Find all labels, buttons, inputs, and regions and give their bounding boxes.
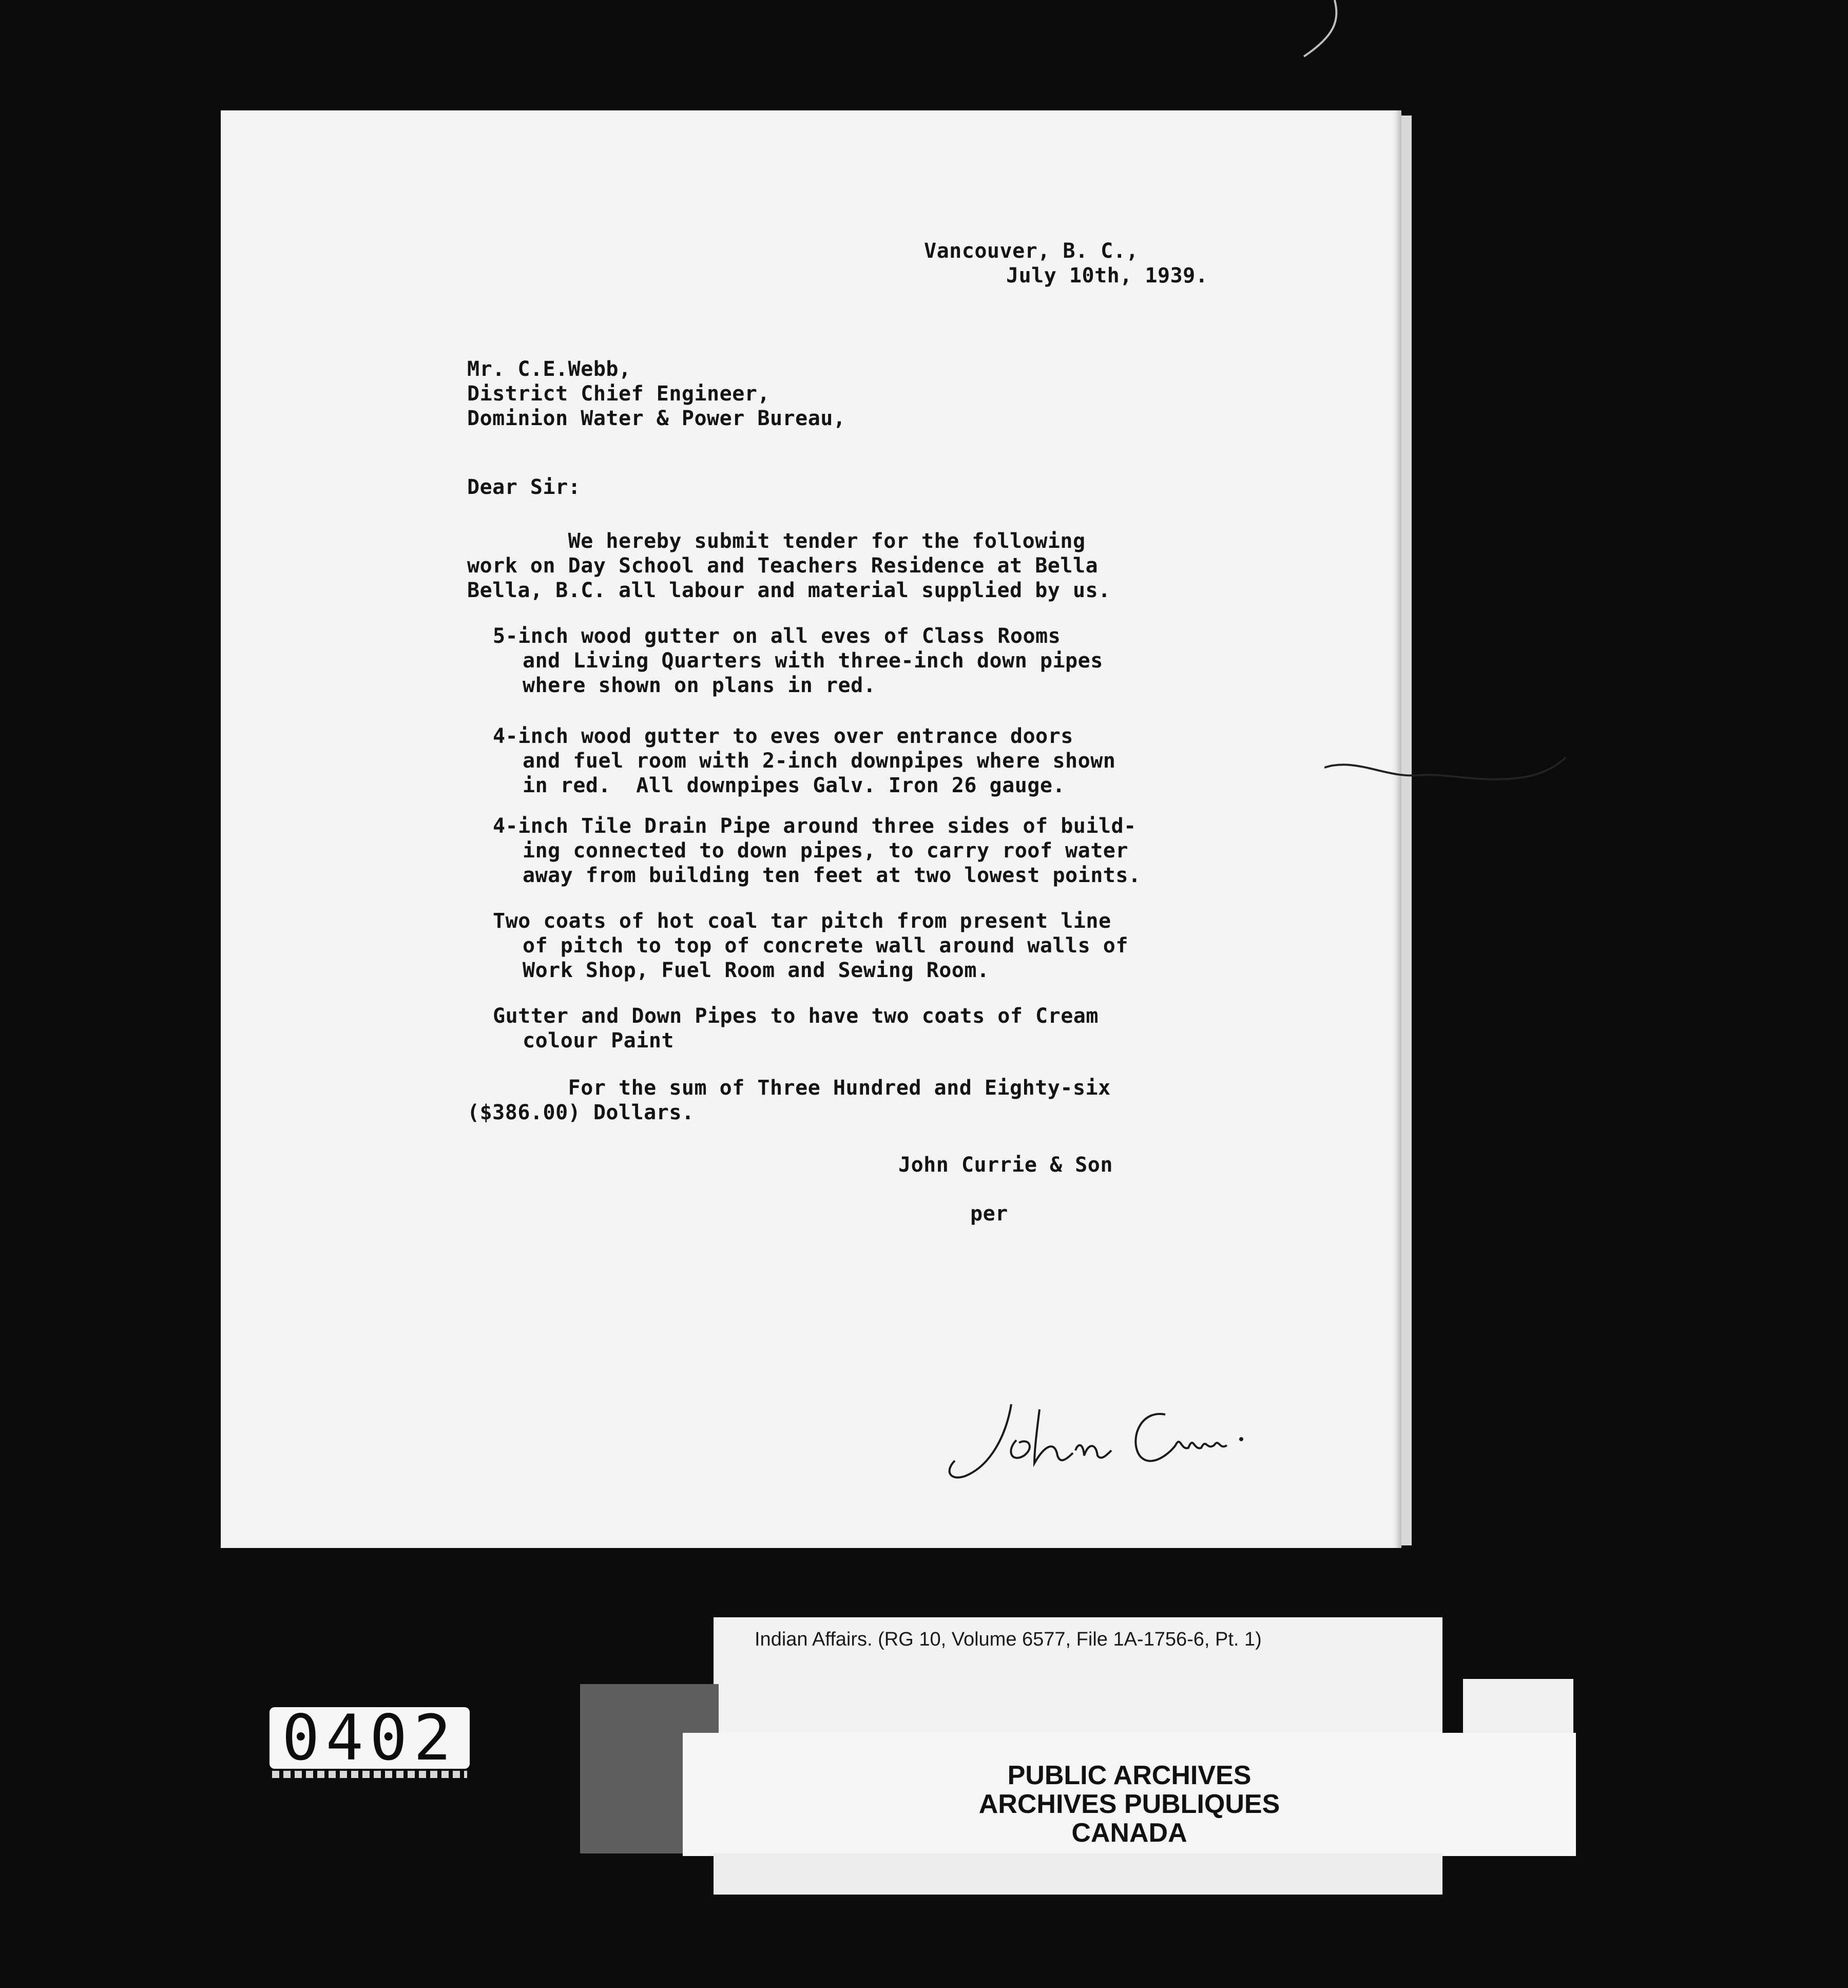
archive-label <box>683 1733 1576 1856</box>
intro-line: work on Day School and Teachers Residence at Bella <box>467 554 1099 578</box>
addressee-name: Mr. C.E.Webb, <box>467 357 631 381</box>
item-line: where shown on plans in red. <box>523 674 876 697</box>
item-line: and fuel room with 2-inch downpipes where shown <box>523 749 1116 773</box>
stray-wire <box>1273 0 1376 67</box>
addressee-title: District Chief Engineer, <box>467 382 770 406</box>
addressee-org: Dominion Water & Power Bureau, <box>467 407 846 430</box>
intro-line: We hereby submit tender for the following <box>467 529 1086 553</box>
tender-item <box>493 724 1115 798</box>
intro-paragraph <box>467 529 1111 603</box>
archive-line-fr: ARCHIVES PUBLIQUES <box>978 1789 1280 1819</box>
tender-item <box>493 1004 1099 1053</box>
item-line: ing connected to down pipes, to carry roof water <box>523 839 1128 863</box>
frame-number: 0402 <box>270 1707 470 1769</box>
intro-line: Bella, B.C. all labour and material supplied by us. <box>467 579 1111 602</box>
frame-counter <box>270 1707 470 1779</box>
letter-page <box>221 110 1401 1548</box>
item-line: colour Paint <box>523 1029 674 1053</box>
archive-reference: Indian Affairs. (RG 10, Volume 6577, File 1A-1756-6, Pt. 1) <box>755 1629 1262 1650</box>
firm-name: John Currie & Son <box>898 1153 1113 1177</box>
letter-place: Vancouver, B. C., <box>924 239 1139 263</box>
item-line: 4-inch wood gutter to eves over entrance doors <box>493 724 1073 748</box>
letter-date: July 10th, 1939. <box>1006 264 1208 288</box>
item-line: 5-inch wood gutter on all eves of Class Rooms <box>493 624 1061 648</box>
item-line: and Living Quarters with three-inch down pipes <box>523 649 1103 673</box>
item-line: of pitch to top of concrete wall around walls of <box>523 934 1128 958</box>
item-line: away from building ten feet at two lowest points. <box>523 864 1141 887</box>
sum-line: For the sum of Three Hundred and Eighty-six <box>467 1076 1111 1100</box>
item-line: in red. All downpipes Galv. Iron 26 gauge. <box>523 774 1066 797</box>
item-line: Work Shop, Fuel Room and Sewing Room. <box>523 959 990 982</box>
pencil-annotation <box>1324 747 1571 798</box>
archive-line-country: CANADA <box>1071 1818 1187 1848</box>
handwritten-signature <box>934 1379 1268 1492</box>
sum-paragraph <box>467 1076 1111 1125</box>
addressee-block <box>467 357 845 431</box>
per-text: per <box>970 1202 1008 1226</box>
tender-item <box>493 909 1128 983</box>
tender-item <box>493 814 1141 888</box>
film-perforation <box>272 1771 467 1778</box>
item-line: Gutter and Down Pipes to have two coats of Cream <box>493 1004 1099 1028</box>
item-line: 4-inch Tile Drain Pipe around three sides of build- <box>493 814 1137 838</box>
sum-line: ($386.00) Dollars. <box>467 1101 695 1124</box>
archive-name <box>683 1761 1576 1847</box>
archive-reference-strip <box>714 1617 1442 1746</box>
tender-item <box>493 624 1103 698</box>
salutation: Dear Sir: <box>467 475 581 499</box>
label-bottom-strip <box>714 1853 1442 1895</box>
archive-line-en: PUBLIC ARCHIVES <box>1007 1761 1252 1790</box>
item-line: Two coats of hot coal tar pitch from present line <box>493 909 1111 933</box>
